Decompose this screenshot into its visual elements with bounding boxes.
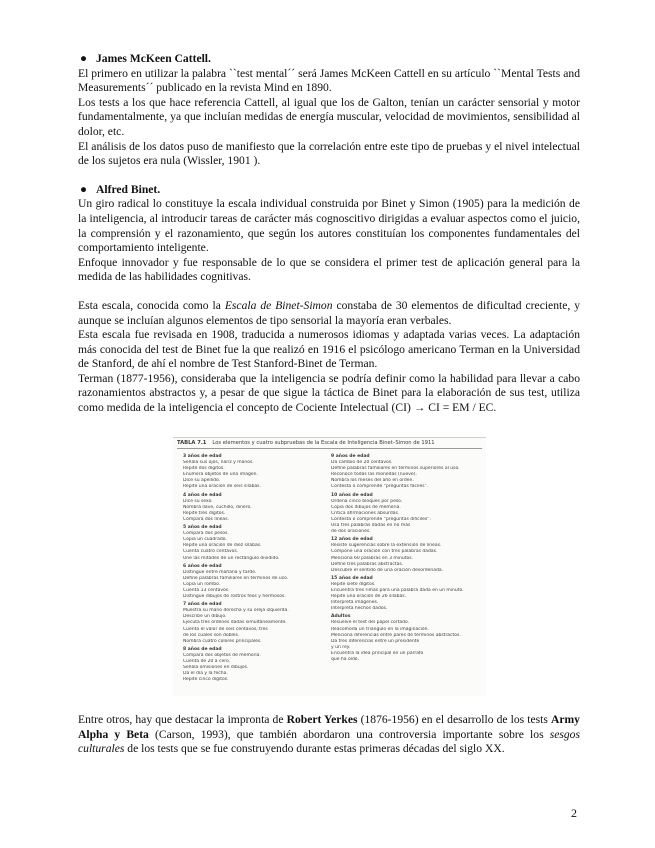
test-item: Ejecuta tres órdenes dadas simultáneamente. [183, 620, 287, 626]
test-item: Da el día y la fecha. [183, 671, 228, 677]
scale-paragraph-3: Terman (1877-1956), consideraba que la inteligencia se podría definir como la habilidad para llevar a cabo razonamientos abstractos y, a pesar de que sigue la táctica de Binet para la elaboración de sus test, utiliza como medida de la inteligencia el concepto de Cociente Intelectual (CI) → CI = EM / EC. [78, 371, 580, 415]
test-item: Define tres palabras abstractas. [331, 561, 404, 567]
test-item: Compone una oración con tres palabras dadas. [331, 549, 438, 555]
test-item: Señala sus ojos, nariz y manos. [183, 460, 254, 466]
bullet-icon: ● [80, 182, 88, 196]
scale-name-italic: Escala de Binet-Simon [224, 298, 333, 312]
page-number: 2 [571, 806, 577, 820]
test-item: Dice su sexo. [183, 498, 213, 504]
test-item: Menciona 60 palabras en 3 minutos. [331, 555, 414, 561]
test-item: Describe un dibujo. [183, 614, 227, 620]
age-group-heading: 10 años de edad [331, 492, 373, 498]
age-group-heading: 6 años de edad [183, 563, 222, 569]
test-item: Reacomoda un triángulo en la imaginación. [331, 626, 429, 632]
test-item: que ha oído. [331, 657, 359, 662]
test-item: Da cambio de 20 centavos. [331, 460, 393, 466]
test-item: Encuentra tres rimas para una palabra dada en un minuto. [331, 587, 464, 593]
test-item: Cuenta el valor de seis centavos, tres [183, 626, 268, 632]
test-item: Repite siete dígitos. [331, 581, 376, 587]
closing-section [78, 713, 580, 757]
test-item: Repite cinco dígitos. [183, 677, 229, 683]
binet-paragraph-2: Enfoque innovador y fue responsable de lo que se considera el primer test de aplicación general para la medida de las habilidades cognitivas. [78, 255, 580, 284]
test-item: Reconoce todas las monedas (nueve). [331, 472, 417, 478]
test-item: Compara dos pesos. [183, 531, 229, 537]
test-item: Da tres diferencias entre un presidente [331, 638, 420, 644]
test-item: Enumera objetos de una imagen. [183, 472, 258, 478]
test-item: Repite una oración de diez sílabas. [183, 543, 262, 549]
scale-paragraph-2: Esta escala fue revisada en 1908, traducida a numerosos idiomas y adaptada varias veces. La adaptación más conocida del test de Binet fue la que realizó en 1916 el psicólogo americano Terman en la Universidad de Stanford, de ahí el nombre de Test Stanford-Binet de Terman. [78, 328, 580, 371]
age-group-heading: 9 años de edad [331, 454, 370, 459]
test-item: Contesta o comprende “preguntas difíciles”. [331, 516, 432, 522]
test-item: Interpreta imágenes. [331, 600, 379, 606]
test-item: Repite una oración de 26 sílabas. [331, 594, 406, 600]
test-item: Distingue dibujos de rostros feos y hermosos. [183, 594, 286, 600]
test-item: Compara dos objetos de memoria. [183, 652, 261, 658]
bullet-icon: ● [80, 52, 88, 65]
scale-paragraph-1: Esta escala, conocida como la Escala de Binet-Simon constaba de 30 elementos de dificultad creciente, y aunque se incluían algunos elementos de tipo sensorial la mayoría eran verbales. [78, 298, 580, 327]
test-item: Resiste sugerencias sobre la extensión de líneas. [331, 543, 442, 549]
test-item: Repite una oración de seis sílabas. [183, 484, 261, 490]
test-item: Copia un cuadrado. [183, 537, 227, 543]
test-item: Compara dos líneas. [183, 516, 229, 522]
army-tests-name: Army Alpha y Beta [78, 713, 580, 741]
test-item: de los cuales son dobles. [183, 632, 240, 638]
test-item: Contesta o comprende “preguntas fáciles”. [331, 484, 429, 490]
test-item: Define palabras familiares en términos de uso. [183, 575, 289, 581]
yerkes-paragraph: Entre otros, hay que destacar la impronta de Robert Yerkes (1876-1956) en el desarrollo de los tests Army Alpha y Beta (Carson, 1993), que también abordaron una controversia importante sobre los sesgos culturales de los tests que se fue construyendo durante estas primeras décadas del siglo XX. [78, 713, 580, 756]
test-item: Une las mitades de un rectángulo dividido. [183, 555, 280, 561]
test-item: Critica afirmaciones absurdas. [331, 510, 400, 516]
binet-heading [78, 183, 580, 198]
age-group-heading: 5 años de edad [183, 525, 222, 531]
cattell-paragraph-1: El primero en utilizar la palabra ``test mental´´ será James McKeen Cattell en su artículo ``Mental Tests and Measurements´´ publicado en la revista Mind en 1890. [78, 66, 580, 95]
age-group-heading: 8 años de edad [183, 646, 222, 652]
test-item: Repite tres dígitos. [183, 510, 226, 516]
test-item: Señala omisiones en dibujos. [183, 665, 249, 671]
cultural-bias-italic: sesgos culturales [78, 727, 580, 756]
test-item: Cuenta de 20 a cero. [183, 659, 231, 664]
document-body [78, 52, 580, 416]
age-group-heading: 3 años de edad [183, 454, 222, 459]
test-item: Muestra su mano derecha y su oreja izquierda. [183, 608, 289, 614]
test-item: Ordena cinco bloques por peso. [331, 498, 403, 504]
test-item: Define palabras familiares en términos superiores al uso. [331, 466, 460, 472]
test-item: Interpreta hechos dados. [331, 606, 388, 612]
table-right-column [331, 452, 471, 663]
age-group-heading: 7 años de edad [183, 602, 222, 608]
binet-paragraph-1: Un giro radical lo constituye la escala individual construida por Binet y Simon (1905) para la medición de la inteligencia, al introducir tareas de carácter más cognoscitivo dirigidas a evaluar aspectos como el juicio, la comprensión y el razonamiento, que según los autores constituían los componentes fundamentales del comportamiento inteligente. [78, 197, 580, 255]
test-item: Nombra llave, cuchillo, dinero. [183, 504, 252, 510]
test-item: Descubre el sentido de una oración desordenada. [331, 567, 444, 573]
test-item: Copia un rombo. [183, 581, 221, 587]
age-group-heading: Adultos [331, 614, 351, 620]
test-item: Nombra los meses del año en orden. [331, 478, 414, 484]
cattell-heading-text: James McKeen Cattell. [96, 52, 211, 65]
test-item: Cuenta cuatro centavos. [183, 549, 239, 555]
test-item: Dice su apellido. [183, 478, 221, 484]
test-item: Nombra cuatro colores principales. [183, 638, 262, 644]
table-left-column [183, 452, 323, 683]
binet-simon-table-image [173, 437, 486, 696]
yerkes-name: Robert Yerkes [286, 713, 358, 726]
cattell-paragraph-3: El análisis de los datos puso de manifiesto que la correlación entre este tipo de pruebas y el nivel intelectual de los sujetos era nula (Wissler, 1901 ). [78, 139, 580, 168]
test-item: Menciona diferencias entre pares de términos abstractos. [331, 632, 461, 638]
binet-heading-text: Alfred Binet. [96, 182, 161, 196]
cattell-paragraph-2: Los tests a los que hace referencia Cattell, al igual que los de Galton, tenían un carácter sensorial y motor fundamentalmente, ya que incluían medidas de energía muscular, velocidad de movimientos, sensibilidad al dolor, etc. [78, 95, 580, 138]
age-group-heading: 12 años de edad [331, 537, 373, 543]
test-item: de dos oraciones. [331, 529, 371, 535]
test-item: Repite dos dígitos. [183, 466, 225, 472]
test-item: Cuenta 13 centavos. [183, 587, 230, 593]
cattell-heading [78, 52, 580, 67]
test-item: y un rey. [331, 644, 351, 650]
table-caption: TABLA 7.1 Los elementos y cuatro subpruebas de la Escala de Inteligencia Binet–Simon de 1911 [177, 440, 435, 446]
test-item: Encuentra la idea principal en un párrafo [331, 650, 424, 656]
age-group-heading: 4 años de edad [183, 492, 222, 498]
test-item: Resuelve el test del papel cortado. [331, 620, 410, 626]
test-item: Copia dos dibujos de memoria. [331, 504, 401, 510]
test-item: Usa tres palabras dadas en no más [331, 523, 411, 529]
age-group-heading: 15 años de edad [331, 575, 373, 581]
test-item: Distingue entre mañana y tarde. [183, 569, 257, 575]
